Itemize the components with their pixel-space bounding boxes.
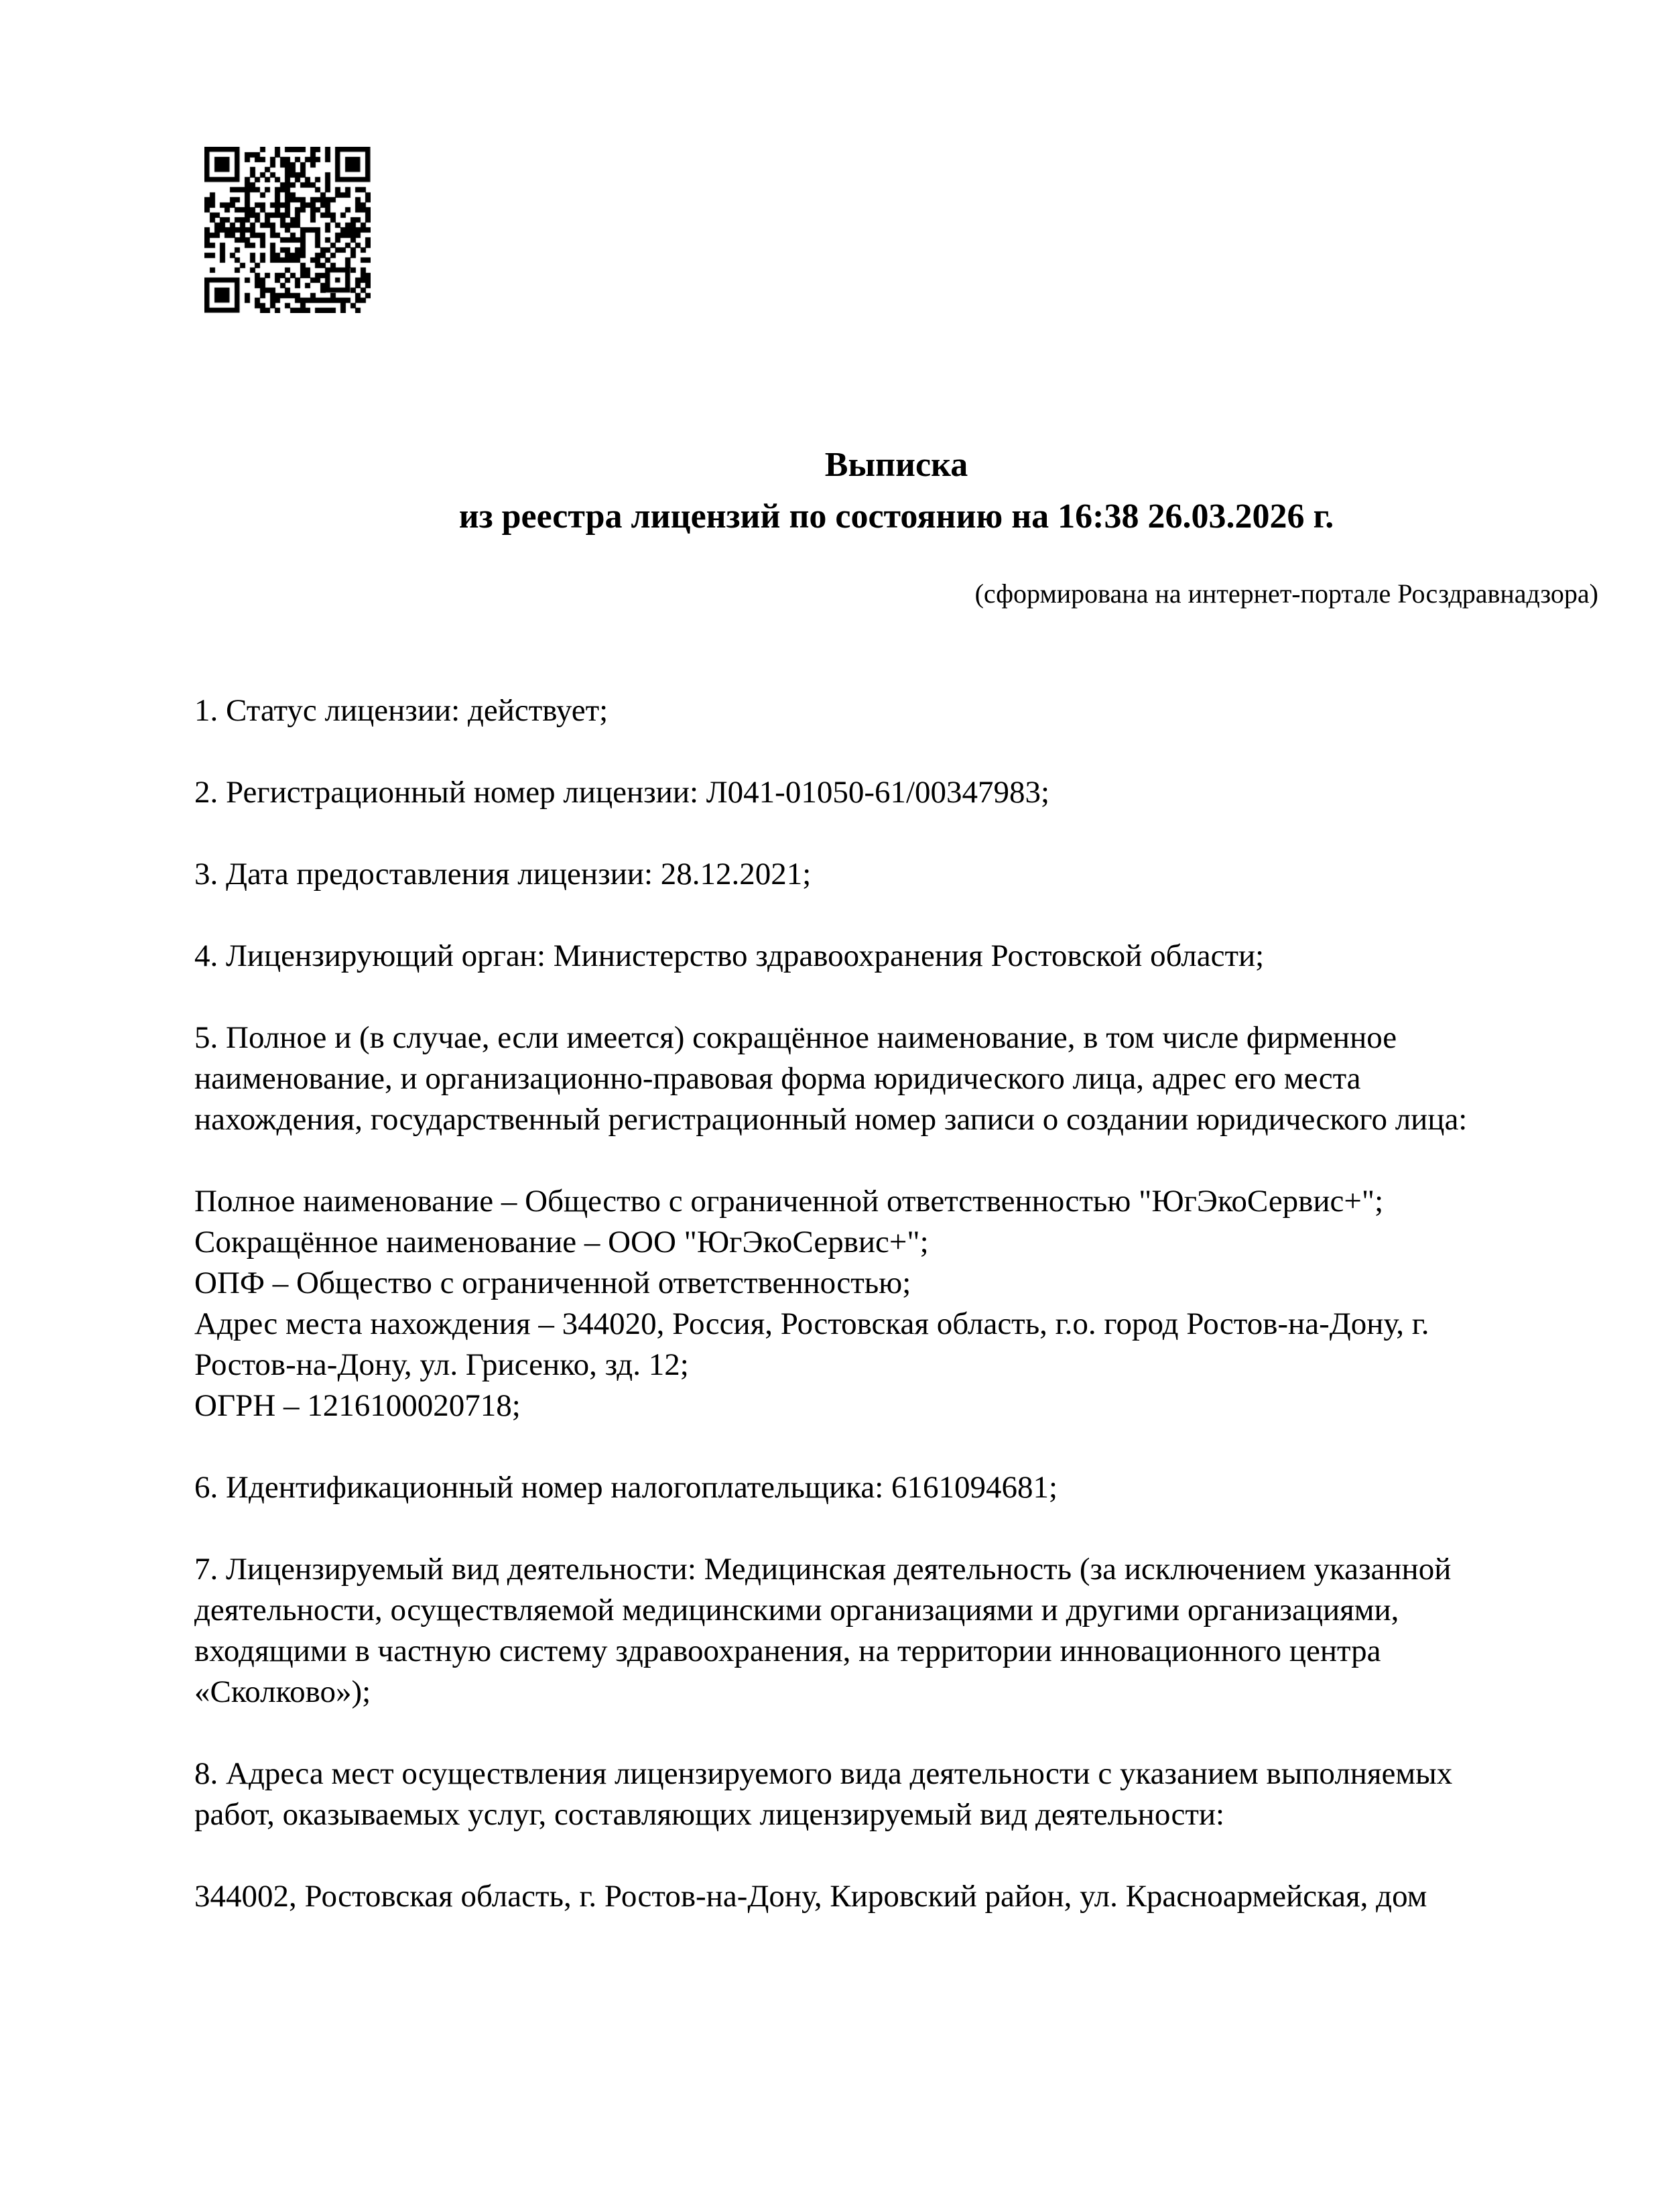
text-line: «Сколково»);	[194, 1674, 371, 1709]
document-body	[194, 690, 1602, 1958]
document-subtitle: (сформирована на интернет-портале Росздравнадзора)	[974, 578, 1598, 609]
title-line-2: из реестра лицензий по состоянию на 16:38 26.03.2026 г.	[458, 497, 1334, 536]
qr-code	[204, 147, 371, 313]
paragraph-entity-names-intro	[194, 1018, 1602, 1140]
paragraph-grant-date	[194, 854, 1602, 895]
text-line: 6. Идентификационный номер налогоплательщика: 6161094681;	[194, 1470, 1058, 1505]
paragraph-registration-number	[194, 772, 1602, 813]
title-line-1: Выписка	[824, 446, 968, 484]
text-line: Адрес места нахождения – 344020, Россия, Ростовская область, г.о. город Ростов-на-Дону, г.	[194, 1306, 1429, 1341]
text-line: наименование, и организационно-правовая форма юридического лица, адрес его места	[194, 1061, 1361, 1096]
text-line: работ, оказываемых услуг, составляющих лицензируемый вид деятельности:	[194, 1797, 1225, 1832]
text-line: ОГРН – 1216100020718;	[194, 1388, 521, 1423]
text-line: 344002, Ростовская область, г. Ростов-на-Дону, Кировский район, ул. Красноармейская, дом	[194, 1879, 1427, 1914]
paragraph-taxpayer-number	[194, 1467, 1602, 1508]
paragraph-license-status	[194, 690, 1602, 731]
text-line: Сокращённое наименование – ООО "ЮгЭкоСервис+";	[194, 1225, 929, 1259]
document-title	[194, 439, 1598, 542]
text-line: 1. Статус лицензии: действует;	[194, 693, 609, 728]
paragraph-entity-details	[194, 1181, 1602, 1426]
paragraph-addresses-intro	[194, 1754, 1602, 1835]
paragraph-licensing-authority	[194, 936, 1602, 977]
text-line: Ростов-на-Дону, ул. Грисенко, зд. 12;	[194, 1347, 689, 1382]
text-line: деятельности, осуществляемой медицинскими организациями и другими организациями,	[194, 1593, 1399, 1627]
text-line: 7. Лицензируемый вид деятельности: Медицинская деятельность (за исключением указанной	[194, 1552, 1452, 1587]
text-line: 8. Адреса мест осуществления лицензируемого вида деятельности с указанием выполняемых	[194, 1756, 1453, 1791]
text-line: 4. Лицензирующий орган: Министерство здравоохранения Ростовской области;	[194, 938, 1265, 973]
text-line: 3. Дата предоставления лицензии: 28.12.2021;	[194, 857, 812, 892]
text-line: 5. Полное и (в случае, если имеется) сокращённое наименование, в том числе фирменное	[194, 1020, 1397, 1055]
paragraph-activity-type	[194, 1549, 1602, 1713]
text-line: Полное наименование – Общество с ограниченной ответственностью "ЮгЭкоСервис+";	[194, 1184, 1384, 1219]
paragraph-activity-address	[194, 1876, 1602, 1917]
text-line: входящими в частную систему здравоохранения, на территории инновационного центра	[194, 1634, 1381, 1668]
text-line: нахождения, государственный регистрационный номер записи о создании юридического лица:	[194, 1102, 1468, 1137]
text-line: ОПФ – Общество с ограниченной ответственностью;	[194, 1266, 911, 1300]
text-line: 2. Регистрационный номер лицензии: Л041-01050-61/00347983;	[194, 775, 1050, 810]
